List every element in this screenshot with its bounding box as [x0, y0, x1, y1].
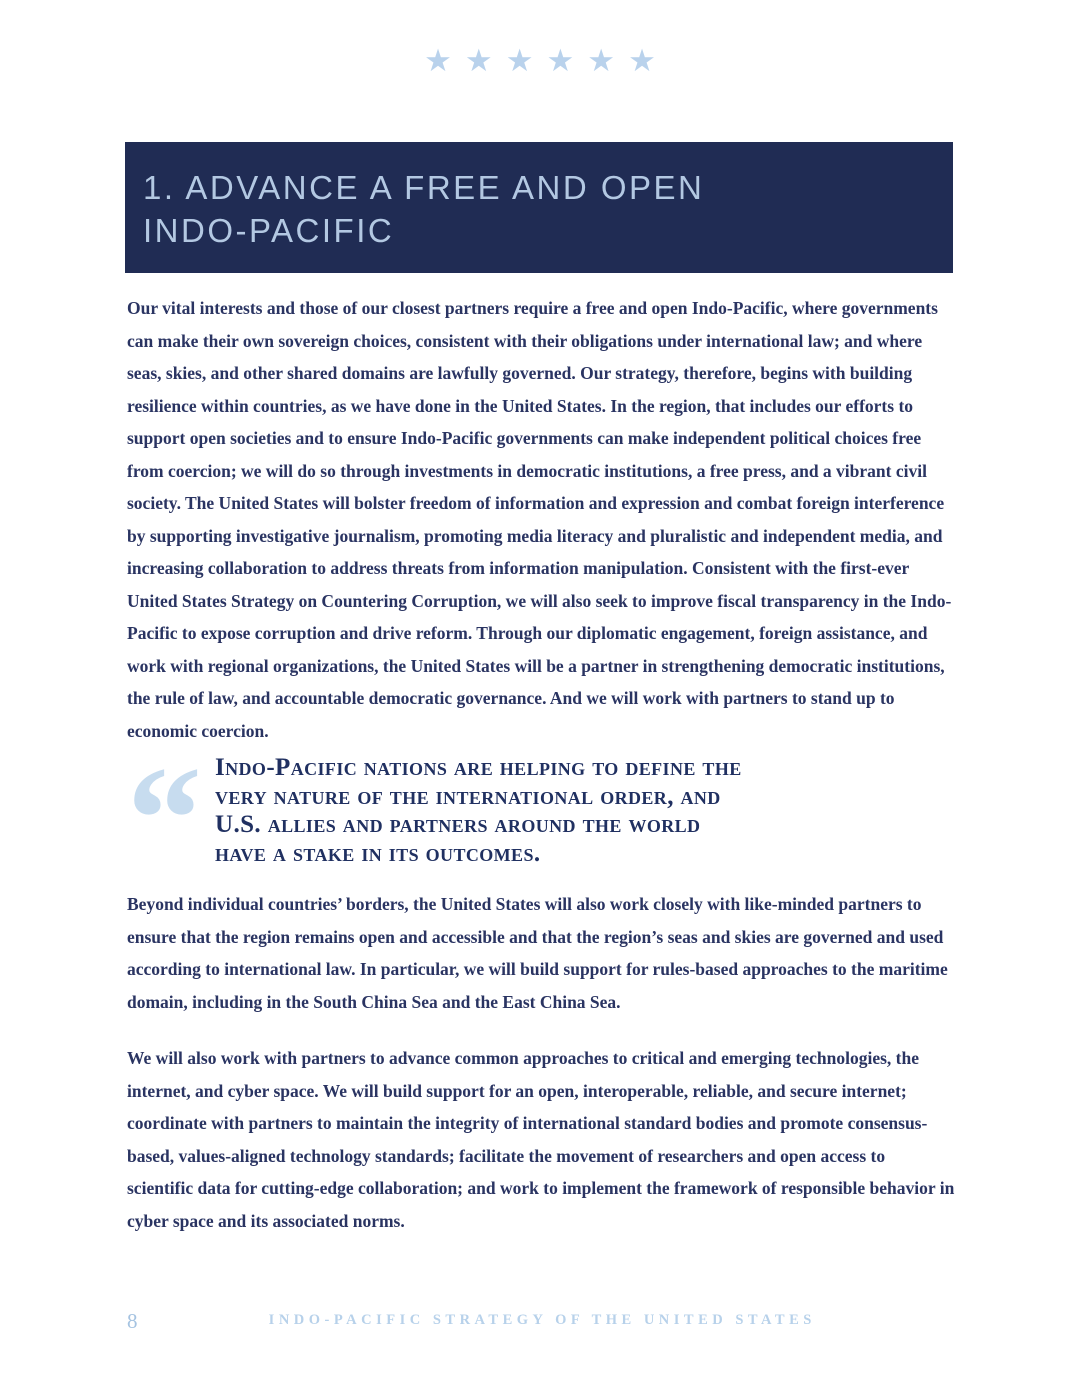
footer-running-title: INDO-PACIFIC STRATEGY OF THE UNITED STATES: [268, 1312, 816, 1328]
pull-quote: [127, 736, 955, 902]
pull-quote-line-1: Indo-Pacific nations are helping to define the: [215, 754, 742, 781]
pull-quote-line-3: U.S. allies and partners around the world: [215, 811, 701, 838]
pull-quote-line-4: have a stake in its outcomes.: [215, 839, 541, 867]
section-title-line1: 1. ADVANCE A FREE AND OPEN: [143, 169, 705, 206]
pull-quote-text: [215, 752, 955, 868]
paragraph-3: We will also work with partners to advance common approaches to critical and emerging technologies, the internet, and cyber space. We will build support for an open, interoperable, reliable, and secure internet; coordinate with partners to maintain the integrity of international standard bodies and promote consensus-based, values-aligned technology standards; facilitate the movement of researchers and open access to scientific data for cutting-edge collaboration; and work to implement the framework of responsible behavior in cyber space and its associated norms.: [127, 1048, 955, 1231]
paragraph-1: Our vital interests and those of our closest partners require a free and open Indo-Pacific, where governments can make their own sovereign choices, consistent with their obligations under international law; and where seas, skies, and other shared domains are lawfully governed. Our strategy, therefore, begins with building resilience within countries, as we have done in the United States. In the region, that includes our efforts to support open societies and to ensure Indo-Pacific governments can make independent political choices free from coercion; we will do so through investments in democratic institutions, a free press, and a vibrant civil society. The United States will bolster freedom of information and expression and combat foreign interference by supporting investigative journalism, promoting media literacy and pluralistic and independent media, and increasing collaboration to address threats from information manipulation. Consistent with the first-ever United States Strategy on Countering Corruption, we will also seek to improve fiscal transparency in the Indo-Pacific to expose corruption and drive reform. Through our diplomatic engagement, foreign assistance, and work with regional organizations, the United States will be a partner in strengthening democratic institutions, the rule of law, and accountable democratic governance. And we will work with partners to stand up to economic coercion.: [127, 298, 952, 741]
section-title-line2: INDO-PACIFIC: [143, 212, 395, 249]
page-number: 8: [127, 1309, 138, 1333]
paragraph-2: Beyond individual countries’ borders, the United States will also work closely with like-minded partners to ensure that the region remains open and accessible and that the region’s seas and skies are governed and used according to international law. In particular, we will build support for rules-based approaches to the maritime domain, including in the South China Sea and the East China Sea.: [127, 894, 948, 1012]
stars-decoration-icon: ★★★★★★: [424, 43, 669, 79]
quote-mark-icon: “: [127, 736, 202, 902]
pull-quote-line-2: very nature of the international order, and: [215, 782, 721, 810]
page-footer: [0, 1308, 1080, 1338]
section-title-banner: [125, 142, 953, 273]
